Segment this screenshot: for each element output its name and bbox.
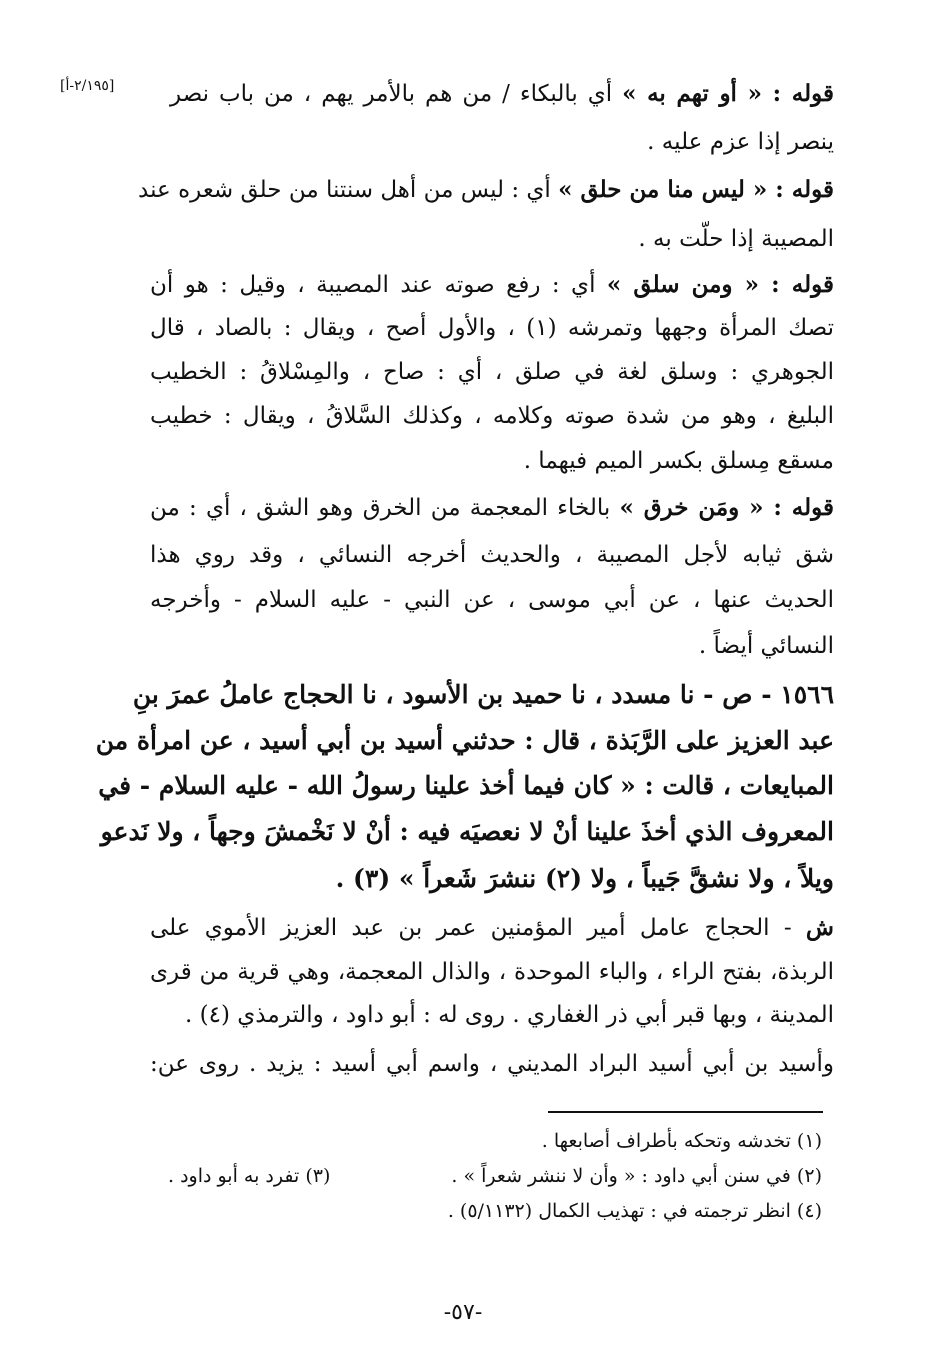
plain-text: المصيبة إذا حلّت به . xyxy=(638,226,834,252)
page-number: -٥٧- xyxy=(443,1300,483,1325)
text-line xyxy=(138,172,834,208)
text-line xyxy=(95,723,834,759)
plain-text: البليغ ، وهو من شدة صوته وكلامه ، وكذلك السَّلاقُ ، ويقال : خطيب xyxy=(150,403,834,429)
bold-text: قوله : « أو تهم به » xyxy=(622,80,835,107)
text-line xyxy=(150,490,834,526)
bold-text: ويلاً ، ولا نشقَّ جَيباً ، ولا (٢) ننشرَ شَعراً » (٣) . xyxy=(335,864,834,893)
bold-text: قوله : « ومَن خرق » xyxy=(619,494,834,521)
text-line xyxy=(150,354,834,390)
plain-text: الربذة، بفتح الراء ، والباء الموحدة ، والذال المعجمة، وهي قرية من قرى xyxy=(150,959,834,985)
text-line xyxy=(170,76,834,112)
bold-text: قوله : « ومن سلق » xyxy=(606,271,834,298)
bold-text: المعروف الذي أخذَ علينا أنْ لا نعصيَه فيه : أنْ لا نَخْمشَ وجهاً ، ولا نَدعو xyxy=(100,817,834,846)
plain-text: الجوهري : وسلق لغة في صلق ، أي : صاح ، والمِسْلاقُ : الخطيب xyxy=(150,359,834,385)
footnote-1: (١) تخدشه وتحكه بأطراف أصابعها . xyxy=(541,1130,822,1152)
footnote-4: (٤) انظر ترجمته في : تهذيب الكمال (٥/١١٣٢) . xyxy=(447,1200,822,1222)
text-line xyxy=(524,443,834,479)
text-line xyxy=(150,910,834,946)
plain-text: ينصر إذا عزم عليه . xyxy=(647,129,834,155)
text-line xyxy=(699,628,834,664)
text-line xyxy=(150,267,834,303)
footnote-3: (٣) تفرد به أبو داود . xyxy=(168,1165,331,1187)
plain-text: مسقع مِسلق بكسر الميم فيهما . xyxy=(523,448,834,474)
plain-text: المدينة ، وبها قبر أبي ذر الغفاري . روى له : أبو داود ، والترمذي (٤) . xyxy=(185,1002,834,1028)
bold-text: ١٥٦٦ - ص - نا مسدد ، نا حميد بن الأسود ، نا الحجاج عاملُ عمرَ بنِ xyxy=(132,680,834,709)
text-line xyxy=(132,677,834,713)
plain-text: الحديث عنها ، عن أبي موسى ، عن النبي - عليه السلام - وأخرجه xyxy=(150,587,834,613)
text-line xyxy=(98,768,834,804)
bold-text: عبد العزيز على الرَّبَذة ، قال : حدثني أسيد بن أبي أسيد ، عن امرأة من xyxy=(95,726,834,755)
plain-text: تصك المرأة وجهها وتمرشه (١) ، والأول أصح ، ويقال : بالصاد ، قال xyxy=(150,315,834,341)
text-line xyxy=(638,221,834,257)
text-line xyxy=(150,1046,834,1082)
text-line xyxy=(185,997,834,1033)
text-line xyxy=(336,861,834,897)
text-line xyxy=(100,814,834,850)
bold-text: ش xyxy=(805,914,834,941)
margin-reference: [٢/١٩٥-أ] xyxy=(60,78,115,94)
bold-text: المبايعات ، قالت : « كان فيما أخذ علينا رسولُ الله - عليه السلام - في xyxy=(98,771,834,800)
bold-text: قوله : « ليس منا من حلق » xyxy=(558,176,834,203)
plain-text: أي : رفع صوته عند المصيبة ، وقيل : هو أن xyxy=(150,272,607,298)
footnote-2: (٢) في سنن أبي داود : « وأن لا ننشر شعراً » . xyxy=(451,1165,822,1187)
text-line xyxy=(150,398,834,434)
text-line xyxy=(150,954,834,990)
plain-text: النسائي أيضاً . xyxy=(698,633,834,659)
plain-text: - الحجاج عامل أمير المؤمنين عمر بن عبد العزيز الأموي على xyxy=(150,915,806,941)
plain-text: بالخاء المعجمة من الخرق وهو الشق ، أي : من xyxy=(150,495,620,521)
plain-text: أي بالبكاء / من هم بالأمر يهم ، من باب نصر xyxy=(170,81,623,107)
text-line xyxy=(150,310,834,346)
plain-text: وأسيد بن أبي أسيد البراد المديني ، واسم أبي أسيد : يزيد . روى عن: xyxy=(150,1051,834,1077)
plain-text: شق ثيابه لأجل المصيبة ، والحديث أخرجه النسائي ، وقد روي هذا xyxy=(150,542,834,568)
text-line xyxy=(647,124,834,160)
footnote-separator xyxy=(548,1111,823,1113)
plain-text: أي : ليس من أهل سنتنا من حلق شعره عند xyxy=(138,177,559,203)
text-line xyxy=(150,537,834,573)
text-line xyxy=(150,582,834,618)
